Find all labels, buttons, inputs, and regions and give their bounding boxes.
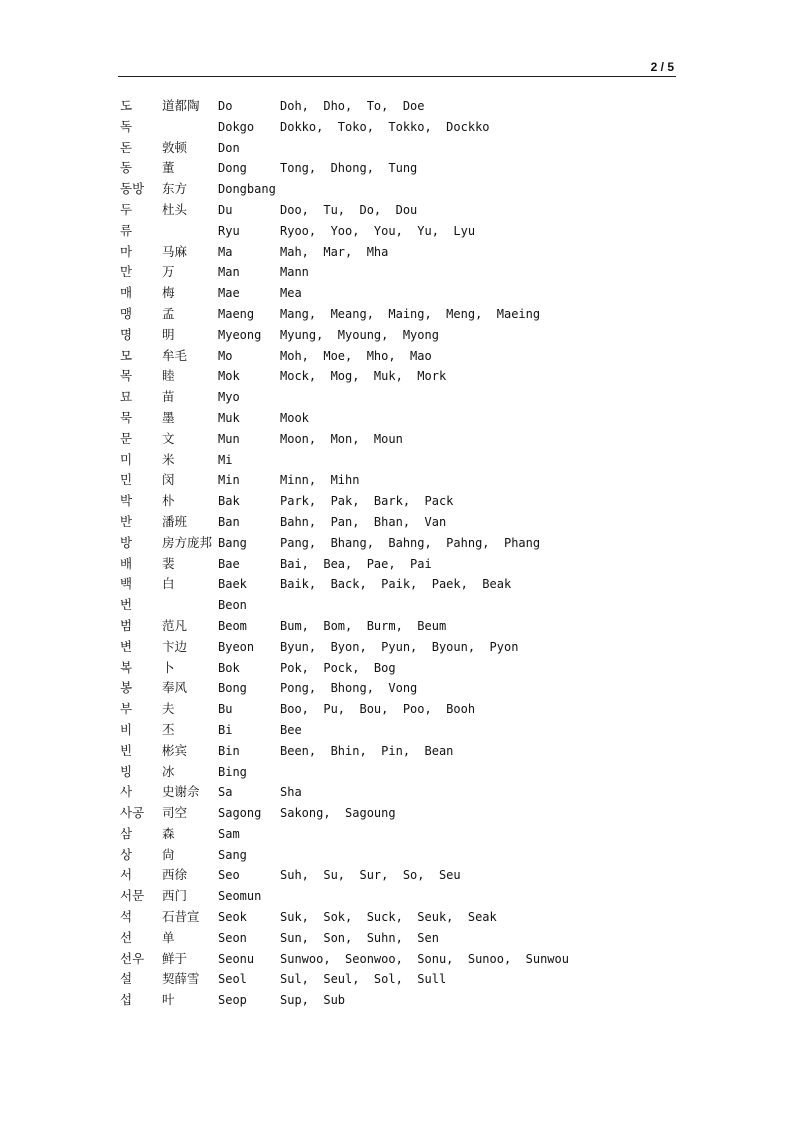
- korean-surname: 박: [120, 493, 133, 509]
- chinese-characters: 万: [162, 264, 175, 280]
- romanization: Seol: [218, 972, 247, 987]
- romanization-variants: Suk, Sok, Suck, Seuk, Seak: [280, 910, 497, 925]
- romanization: Baek: [218, 577, 247, 592]
- korean-surname: 복: [120, 659, 133, 675]
- chinese-characters: 牟毛: [162, 347, 188, 363]
- romanization-variants: Mook: [280, 410, 309, 425]
- romanization-variants: Sha: [280, 785, 302, 800]
- korean-surname: 모: [120, 347, 133, 363]
- table-row: [120, 533, 569, 554]
- table-row: [120, 574, 569, 595]
- romanization-variants: Moh, Moe, Mho, Mao: [280, 348, 432, 363]
- chinese-characters: 梅: [162, 285, 175, 301]
- table-row: [120, 658, 569, 679]
- table-row: [120, 949, 569, 970]
- table-row: [120, 554, 569, 575]
- romanization: Sa: [218, 785, 233, 800]
- romanization-variants: Sul, Seul, Sol, Sull: [280, 972, 447, 987]
- romanization: Seonu: [218, 951, 255, 966]
- chinese-characters: 范凡: [162, 617, 188, 633]
- romanization: Bang: [218, 535, 247, 550]
- romanization: Ban: [218, 514, 240, 529]
- korean-surname: 서: [120, 867, 133, 883]
- romanization-variants: Sun, Son, Suhn, Sen: [280, 930, 439, 945]
- table-row: [120, 304, 569, 325]
- romanization: Seop: [218, 993, 247, 1008]
- table-row: [120, 179, 569, 200]
- korean-surname: 배: [120, 555, 133, 571]
- korean-surname: 독: [120, 118, 133, 134]
- romanization: Sagong: [218, 806, 262, 821]
- romanization: Mi: [218, 452, 233, 467]
- korean-surname: 만: [120, 264, 133, 280]
- korean-surname: 돈: [120, 139, 133, 155]
- korean-surname: 묘: [120, 389, 133, 405]
- chinese-characters: 史谢佘: [162, 784, 200, 800]
- chinese-characters: 卞边: [162, 638, 188, 654]
- chinese-characters: 杜头: [162, 201, 188, 217]
- table-row: [120, 699, 569, 720]
- chinese-characters: 敦顿: [162, 139, 188, 155]
- korean-surname: 맹: [120, 305, 133, 321]
- romanization: Sang: [218, 847, 247, 862]
- chinese-characters: 白: [162, 576, 175, 592]
- header-divider: [118, 76, 676, 77]
- chinese-characters: 契薛雪: [162, 971, 200, 987]
- romanization: Myeong: [218, 327, 262, 342]
- romanization-variants: Mock, Mog, Muk, Mork: [280, 369, 447, 384]
- table-row: [120, 782, 569, 803]
- table-row: [120, 907, 569, 928]
- romanization-variants: Minn, Mihn: [280, 473, 360, 488]
- table-row: [120, 366, 569, 387]
- romanization-variants: Baik, Back, Paik, Paek, Beak: [280, 577, 512, 592]
- korean-surname: 비: [120, 721, 133, 737]
- romanization: Dongbang: [218, 182, 276, 197]
- korean-surname: 사: [120, 784, 133, 800]
- table-row: [120, 616, 569, 637]
- romanization-variants: Doh, Dho, To, Doe: [280, 99, 425, 113]
- romanization: Mok: [218, 369, 240, 384]
- chinese-characters: 司空: [162, 805, 188, 821]
- korean-surname: 사공: [120, 805, 145, 821]
- romanization: Bin: [218, 743, 240, 758]
- romanization: Bak: [218, 494, 240, 509]
- romanization-variants: Mann: [280, 265, 309, 280]
- table-row: [120, 450, 569, 471]
- romanization: Man: [218, 265, 240, 280]
- romanization: Du: [218, 202, 233, 217]
- chinese-characters: 马麻: [162, 243, 188, 259]
- chinese-characters: 潘班: [162, 513, 188, 529]
- chinese-characters: 西门: [162, 888, 188, 904]
- table-row: [120, 96, 569, 117]
- table-row: [120, 200, 569, 221]
- romanization: Maeng: [218, 306, 255, 321]
- chinese-characters: 彬宾: [162, 742, 188, 758]
- table-row: [120, 138, 569, 159]
- table-row: [120, 429, 569, 450]
- romanization-variants: Sup, Sub: [280, 993, 346, 1008]
- chinese-characters: 西徐: [162, 867, 188, 883]
- romanization: Dokgo: [218, 119, 255, 134]
- romanization: Ryu: [218, 223, 240, 238]
- chinese-characters: 东方: [162, 181, 188, 197]
- romanization-variants: Bum, Bom, Burm, Beum: [280, 618, 447, 633]
- chinese-characters: 道都陶: [162, 98, 200, 113]
- table-row: [120, 990, 569, 1011]
- romanization: Beom: [218, 618, 247, 633]
- romanization-variants: Sunwoo, Seonwoo, Sonu, Sunoo, Sunwou: [280, 951, 569, 966]
- korean-surname: 설: [120, 971, 133, 987]
- korean-surname: 두: [120, 201, 133, 217]
- romanization-variants: Doo, Tu, Do, Dou: [280, 202, 418, 217]
- romanization: Dong: [218, 161, 247, 176]
- korean-surname: 도: [120, 98, 133, 113]
- table-row: [120, 158, 569, 179]
- korean-surname: 섭: [120, 992, 133, 1008]
- romanization-variants: Mea: [280, 286, 302, 301]
- romanization-variants: Pong, Bhong, Vong: [280, 681, 418, 696]
- table-row: [120, 865, 569, 886]
- romanization: Bing: [218, 764, 247, 779]
- table-row: [120, 470, 569, 491]
- chinese-characters: 房方庞邦: [162, 534, 213, 550]
- chinese-characters: 尙: [162, 846, 175, 862]
- table-row: [120, 408, 569, 429]
- table-row: [120, 762, 569, 783]
- korean-surname: 반: [120, 513, 133, 529]
- romanization: Bu: [218, 702, 233, 717]
- romanization-variants: Myung, Myoung, Myong: [280, 327, 439, 342]
- korean-surname: 방: [120, 534, 133, 550]
- table-row: [120, 325, 569, 346]
- chinese-characters: 闵: [162, 472, 175, 488]
- korean-surname: 묵: [120, 409, 133, 425]
- romanization-variants: Pang, Bhang, Bahng, Pahng, Phang: [280, 535, 541, 550]
- table-row: [120, 387, 569, 408]
- korean-surname: 류: [120, 222, 133, 238]
- romanization-variants: Bai, Bea, Pae, Pai: [280, 556, 432, 571]
- korean-surname: 선: [120, 929, 133, 945]
- table-row: [120, 117, 569, 138]
- romanization: Byeon: [218, 639, 255, 654]
- romanization-variants: Suh, Su, Sur, So, Seu: [280, 868, 461, 883]
- romanization-variants: Bee: [280, 722, 302, 737]
- romanization-variants: Byun, Byon, Pyun, Byoun, Pyon: [280, 639, 519, 654]
- romanization-variants: Sakong, Sagoung: [280, 806, 396, 821]
- surname-table: [120, 96, 569, 1011]
- korean-surname: 변: [120, 638, 133, 654]
- korean-surname: 동: [120, 160, 133, 176]
- romanization: Mun: [218, 431, 240, 446]
- korean-surname: 동방: [120, 181, 145, 197]
- chinese-characters: 卜: [162, 659, 175, 675]
- table-row: [120, 242, 569, 263]
- korean-surname: 부: [120, 701, 133, 717]
- romanization: Bok: [218, 660, 240, 675]
- chinese-characters: 森: [162, 825, 175, 841]
- romanization: Bong: [218, 681, 247, 696]
- romanization: Seon: [218, 930, 247, 945]
- table-row: [120, 886, 569, 907]
- table-row: [120, 803, 569, 824]
- romanization-variants: Dokko, Toko, Tokko, Dockko: [280, 119, 490, 134]
- chinese-characters: 董: [162, 160, 175, 176]
- table-row: [120, 678, 569, 699]
- chinese-characters: 孟: [162, 305, 175, 321]
- table-row: [120, 283, 569, 304]
- chinese-characters: 鲜于: [162, 950, 188, 966]
- korean-surname: 마: [120, 243, 133, 259]
- table-row: [120, 221, 569, 242]
- chinese-characters: 明: [162, 326, 175, 342]
- romanization-variants: Park, Pak, Bark, Pack: [280, 494, 454, 509]
- korean-surname: 봉: [120, 680, 133, 696]
- korean-surname: 선우: [120, 950, 145, 966]
- romanization: Do: [218, 99, 233, 113]
- korean-surname: 백: [120, 576, 133, 592]
- romanization-variants: Ryoo, Yoo, You, Yu, Lyu: [280, 223, 476, 238]
- table-row: [120, 824, 569, 845]
- korean-surname: 서문: [120, 888, 145, 904]
- korean-surname: 삼: [120, 825, 133, 841]
- table-row: [120, 346, 569, 367]
- table-row: [120, 637, 569, 658]
- chinese-characters: 单: [162, 929, 175, 945]
- chinese-characters: 叶: [162, 992, 175, 1008]
- table-row: [120, 720, 569, 741]
- romanization-variants: Boo, Pu, Bou, Poo, Booh: [280, 702, 476, 717]
- chinese-characters: 奉风: [162, 680, 188, 696]
- table-row: [120, 512, 569, 533]
- romanization-variants: Moon, Mon, Moun: [280, 431, 403, 446]
- korean-surname: 매: [120, 285, 133, 301]
- romanization: Myo: [218, 390, 240, 405]
- korean-surname: 문: [120, 430, 133, 446]
- korean-surname: 미: [120, 451, 133, 467]
- chinese-characters: 米: [162, 451, 175, 467]
- romanization: Mae: [218, 286, 240, 301]
- romanization: Beon: [218, 598, 247, 613]
- korean-surname: 상: [120, 846, 133, 862]
- chinese-characters: 裴: [162, 555, 175, 571]
- romanization: Ma: [218, 244, 233, 259]
- chinese-characters: 文: [162, 430, 175, 446]
- romanization-variants: Tong, Dhong, Tung: [280, 161, 418, 176]
- korean-surname: 목: [120, 368, 133, 384]
- chinese-characters: 石昔宣: [162, 909, 200, 925]
- table-row: [120, 491, 569, 512]
- table-row: [120, 262, 569, 283]
- chinese-characters: 苗: [162, 389, 175, 405]
- korean-surname: 빙: [120, 763, 133, 779]
- romanization: Seomun: [218, 889, 262, 904]
- korean-surname: 명: [120, 326, 133, 342]
- romanization-variants: Mang, Meang, Maing, Meng, Maeing: [280, 306, 541, 321]
- romanization: Bi: [218, 722, 233, 737]
- romanization: Mo: [218, 348, 233, 363]
- romanization: Min: [218, 473, 240, 488]
- romanization-variants: Mah, Mar, Mha: [280, 244, 389, 259]
- korean-surname: 석: [120, 909, 133, 925]
- table-row: [120, 969, 569, 990]
- chinese-characters: 睦: [162, 368, 175, 384]
- table-row: [120, 741, 569, 762]
- romanization-variants: Been, Bhin, Pin, Bean: [280, 743, 454, 758]
- chinese-characters: 夫: [162, 701, 175, 717]
- table-row: [120, 595, 569, 616]
- romanization: Seo: [218, 868, 240, 883]
- korean-surname: 빈: [120, 742, 133, 758]
- korean-surname: 범: [120, 617, 133, 633]
- romanization: Seok: [218, 910, 247, 925]
- table-row: [120, 928, 569, 949]
- romanization: Muk: [218, 410, 240, 425]
- romanization: Sam: [218, 826, 240, 841]
- chinese-characters: 朴: [162, 493, 175, 509]
- chinese-characters: 冰: [162, 763, 175, 779]
- page-number: 2 / 5: [650, 60, 674, 74]
- chinese-characters: 墨: [162, 409, 175, 425]
- romanization: Bae: [218, 556, 240, 571]
- romanization: Don: [218, 140, 240, 155]
- chinese-characters: 丕: [162, 721, 175, 737]
- romanization-variants: Bahn, Pan, Bhan, Van: [280, 514, 447, 529]
- romanization-variants: Pok, Pock, Bog: [280, 660, 396, 675]
- table-row: [120, 845, 569, 866]
- korean-surname: 민: [120, 472, 133, 488]
- korean-surname: 번: [120, 597, 133, 613]
